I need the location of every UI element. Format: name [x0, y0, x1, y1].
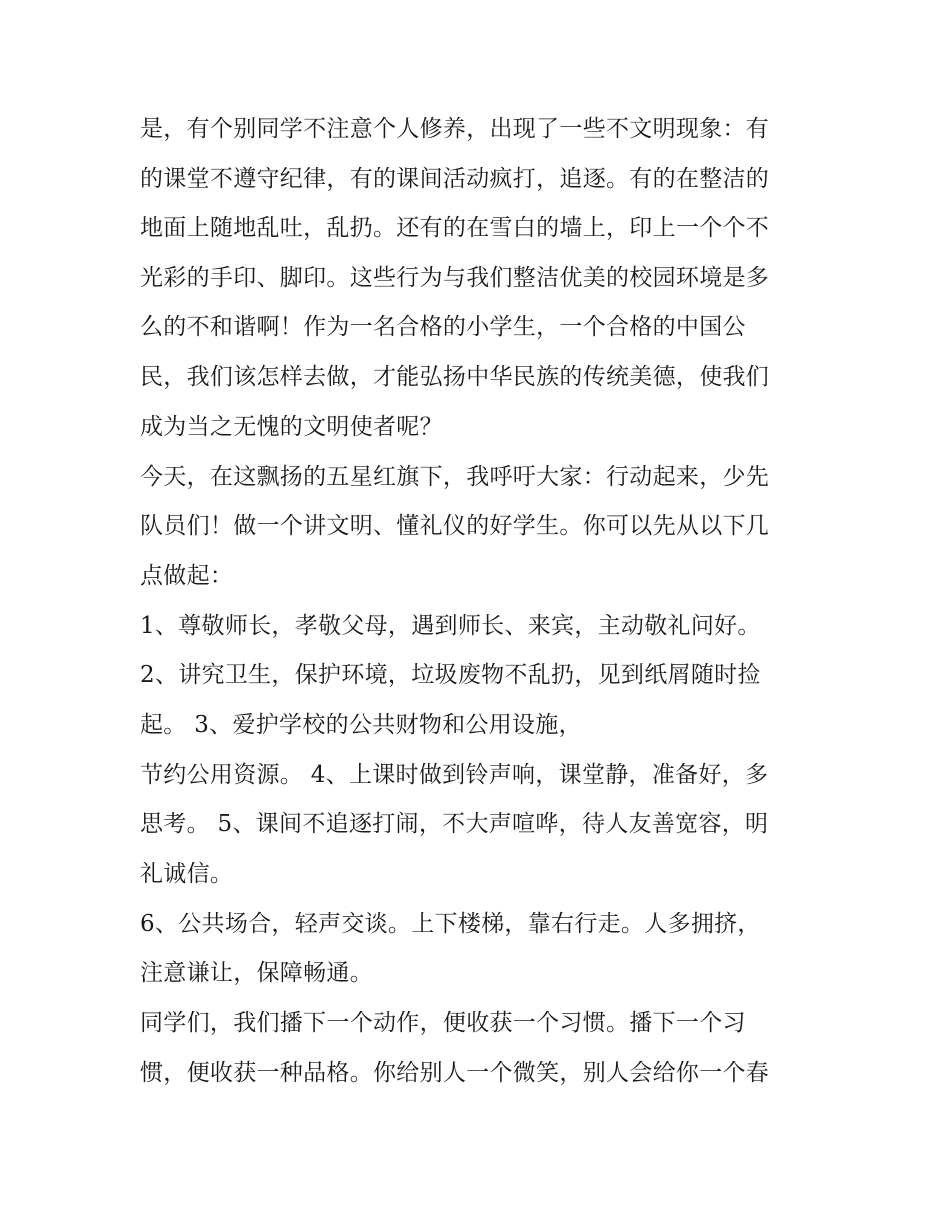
text-line: 1、尊敬师长，孝敬父母，遇到师长、来宾，主动敬礼问好。 [140, 613, 761, 639]
text-line: 节约公用资源。 4、上课时做到铃声响，课堂静，准备好，多 [140, 762, 769, 788]
text-line: 地面上随地乱吐，乱扔。还有的在雪白的墙上，印上一个个不 [140, 215, 770, 241]
text-line: 2、讲究卫生，保护环境，垃圾废物不乱扔，见到纸屑随时捡 [140, 662, 761, 688]
text-line: 队员们！做一个讲文明、懂礼仪的好学生。你可以先从以下几 [140, 513, 770, 539]
text-line: 注意谦让，保障畅通。 [140, 960, 373, 986]
text-line: 民，我们该怎样去做，才能弘扬中华民族的传统美德，使我们 [140, 364, 770, 390]
text-line: 是，有个别同学不注意个人修养，出现了一些不文明现象：有 [140, 116, 770, 142]
text-line: 同学们，我们播下一个动作，便收获一个习惯。播下一个习 [140, 1010, 746, 1036]
text-line: 光彩的手印、脚印。这些行为与我们整洁优美的校园环境是多 [140, 265, 770, 291]
text-line: 成为当之无愧的文明使者呢？ [140, 414, 443, 440]
text-line: 点做起： [140, 563, 234, 589]
text-line: 6、公共场合，轻声交谈。上下楼梯，靠右行走。人多拥挤， [140, 911, 761, 937]
text-line: 礼诚信。 [140, 861, 234, 887]
text-line: 么的不和谐啊！作为一名合格的小学生，一个合格的中国公 [140, 314, 746, 340]
text-line: 的课堂不遵守纪律，有的课间活动疯打，追逐。有的在整洁的 [140, 166, 770, 192]
text-line: 惯，便收获一种品格。你给别人一个微笑，别人会给你一个春 [140, 1060, 770, 1086]
text-line: 思考。 5、课间不追逐打闹，不大声喧哗，待人友善宽容，明 [140, 811, 769, 837]
text-line: 今天，在这飘扬的五星红旗下，我呼吁大家：行动起来，少先 [140, 464, 770, 490]
text-line: 起。 3、爱护学校的公共财物和公用设施， [140, 712, 582, 738]
